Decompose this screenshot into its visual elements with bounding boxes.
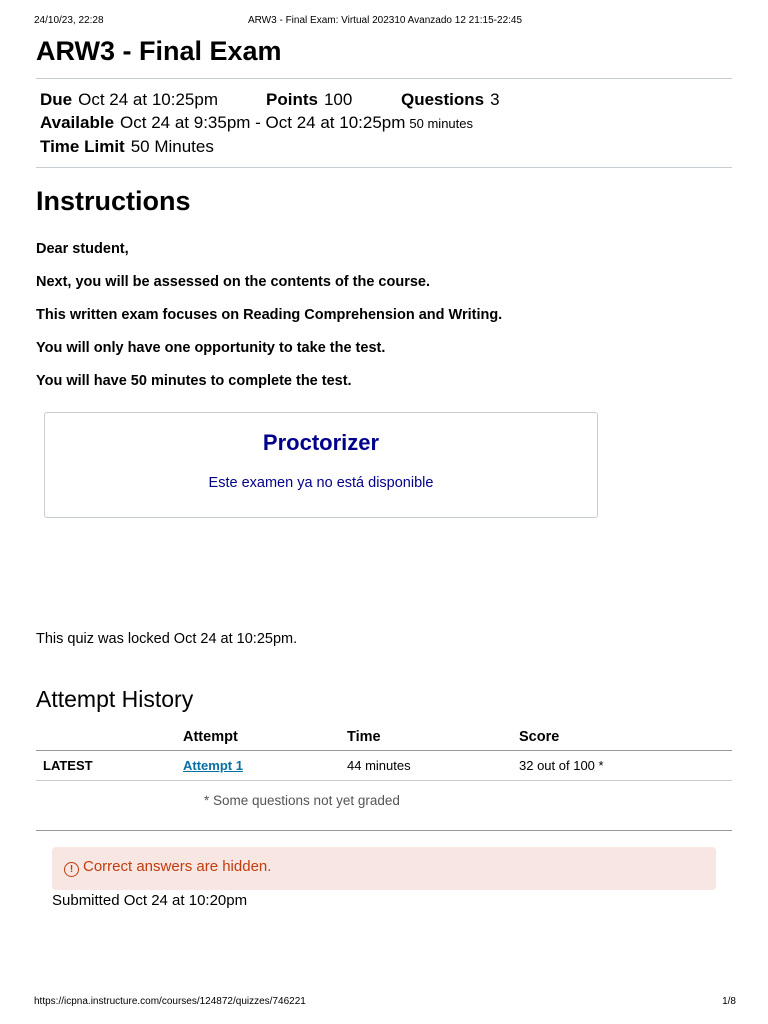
points-label: Points bbox=[266, 90, 318, 109]
alert-text: Correct answers are hidden. bbox=[83, 858, 272, 875]
grading-note: * Some questions not yet graded bbox=[204, 793, 400, 808]
available-duration: 50 minutes bbox=[409, 116, 473, 131]
title-divider bbox=[36, 78, 732, 79]
instruction-line: You will only have one opportunity to take the test. bbox=[36, 340, 386, 356]
available-value: Oct 24 at 9:35pm - Oct 24 at 10:25pm bbox=[120, 113, 406, 132]
proctorizer-title: Proctorizer bbox=[262, 430, 380, 455]
print-date: 24/10/23, 22:28 bbox=[34, 15, 104, 26]
print-header bbox=[34, 15, 736, 29]
hidden-answers-alert bbox=[52, 847, 716, 890]
latest-label: LATEST bbox=[43, 758, 93, 773]
table-row-divider bbox=[36, 780, 732, 781]
page-title: ARW3 - Final Exam bbox=[36, 36, 282, 66]
due-detail bbox=[40, 90, 218, 110]
due-value: Oct 24 at 10:25pm bbox=[78, 90, 218, 109]
warning-icon: ! bbox=[64, 862, 79, 877]
table-header-divider bbox=[36, 750, 732, 751]
attempt-column-header: Attempt bbox=[183, 729, 238, 745]
attempt-time: 44 minutes bbox=[347, 758, 411, 773]
attempt-1-link[interactable]: Attempt 1 bbox=[183, 758, 243, 773]
time-limit-value: 50 Minutes bbox=[130, 137, 214, 156]
quiz-locked-message: This quiz was locked Oct 24 at 10:25pm. bbox=[36, 631, 298, 647]
points-value: 100 bbox=[323, 90, 353, 109]
proctorizer-panel bbox=[44, 412, 598, 518]
instructions-title: Instructions bbox=[36, 186, 191, 216]
due-label: Due bbox=[40, 90, 73, 109]
time-column-header: Time bbox=[347, 729, 381, 745]
section-divider bbox=[36, 830, 732, 831]
questions-value: 3 bbox=[490, 90, 500, 109]
instruction-line: Next, you will be assessed on the contents of the course. bbox=[36, 274, 431, 290]
proctorizer-message: Este examen ya no está disponible bbox=[208, 475, 434, 491]
page-url: https://icpna.instructure.com/courses/124872/quizzes/746221 bbox=[34, 996, 306, 1007]
questions-detail bbox=[401, 90, 500, 110]
print-footer bbox=[34, 996, 736, 1007]
points-detail bbox=[266, 90, 352, 110]
details-divider bbox=[36, 167, 732, 168]
available-detail bbox=[40, 113, 473, 133]
attempt-history-title: Attempt History bbox=[36, 686, 194, 712]
available-label: Available bbox=[40, 113, 115, 132]
time-limit-label: Time Limit bbox=[40, 137, 125, 156]
attempt-score: 32 out of 100 * bbox=[519, 758, 604, 773]
page-number: 1/8 bbox=[722, 996, 736, 1007]
time-limit-detail bbox=[40, 137, 214, 157]
instruction-line: Dear student, bbox=[36, 241, 129, 257]
print-document-title: ARW3 - Final Exam: Virtual 202310 Avanzado 12 21:15-22:45 bbox=[247, 15, 523, 26]
instruction-line: This written exam focuses on Reading Comprehension and Writing. bbox=[36, 307, 503, 323]
score-column-header: Score bbox=[519, 729, 560, 745]
instruction-line: You will have 50 minutes to complete the test. bbox=[36, 373, 352, 389]
questions-label: Questions bbox=[401, 90, 485, 109]
submitted-timestamp: Submitted Oct 24 at 10:20pm bbox=[52, 892, 248, 909]
